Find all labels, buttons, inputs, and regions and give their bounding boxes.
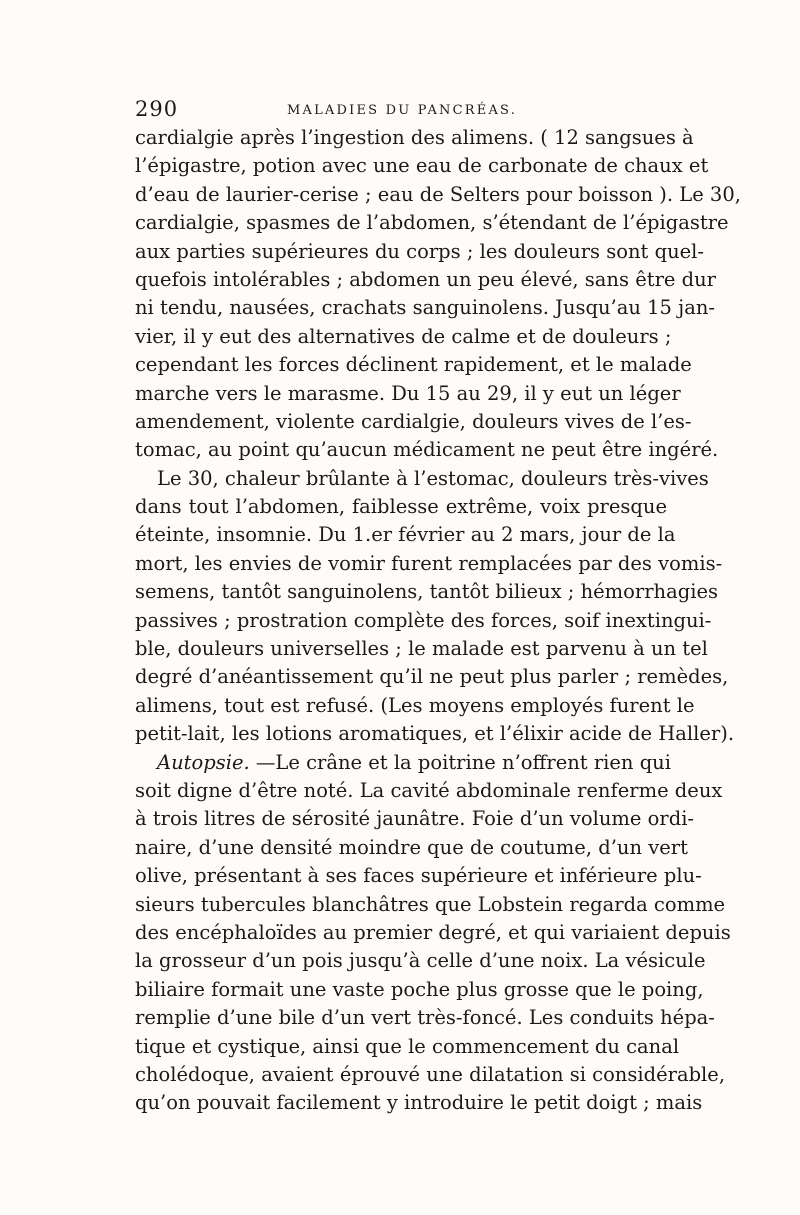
- text-line: passives ; prostration complète des forces, soif inextingui-: [135, 608, 712, 632]
- text-line: sieurs tubercules blanchâtres que Lobstein regarda comme: [135, 892, 726, 916]
- text-line: biliaire formait une vaste poche plus grosse que le poing,: [135, 977, 704, 1001]
- text-line: aux parties supérieures du corps ; les douleurs sont quel-: [135, 239, 704, 263]
- text-line: d’eau de laurier-cerise ; eau de Selters pour boisson ). Le 30,: [135, 182, 741, 206]
- text-line: amendement, violente cardialgie, douleurs vives de l’es-: [135, 409, 692, 433]
- text-line: marche vers le marasme. Du 15 au 29, il y eut un léger: [135, 381, 681, 405]
- text-line: naire, d’une densité moindre que de coutume, d’un vert: [135, 835, 688, 859]
- text-line: soit digne d’être noté. La cavité abdominale renferme deux: [135, 778, 723, 802]
- page-header: [135, 97, 667, 127]
- text-line: cependant les forces déclinent rapidement, et le malade: [135, 353, 692, 377]
- text-line: cardialgie, spasmes de l’abdomen, s’étendant de l’épigastre: [135, 211, 729, 235]
- paragraph-start-line: Le 30, chaleur brûlante à l’estomac, douleurs très-vives: [157, 466, 709, 490]
- text-line: vier, il y eut des alternatives de calme et de douleurs ;: [135, 324, 672, 348]
- text-line: mort, les envies de vomir furent remplacées par des vomis-: [135, 551, 723, 575]
- text-line: à trois litres de sérosité jaunâtre. Foie d’un volume ordi-: [135, 807, 695, 831]
- text-line: des encéphaloïdes au premier degré, et qui variaient depuis: [135, 920, 731, 944]
- body-text: [135, 124, 741, 1118]
- autopsie-heading: Autopsie.: [157, 750, 250, 774]
- text-line: tomac, au point qu’aucun médicament ne peut être ingéré.: [135, 438, 719, 462]
- text-line: ni tendu, nausées, crachats sanguinolens. Jusqu’au 15 jan-: [135, 296, 715, 320]
- text-line: petit-lait, les lotions aromatiques, et l’élixir acide de Haller).: [135, 722, 735, 746]
- text-line: olive, présentant à ses faces supérieure et inférieure plu-: [135, 864, 702, 888]
- page-number: 290: [135, 97, 179, 121]
- text-line: l’épigastre, potion avec une eau de carbonate de chaux et: [135, 154, 709, 178]
- text-line: alimens, tout est refusé. (Les moyens employés furent le: [135, 693, 695, 717]
- text-line: dans tout l’abdomen, faiblesse extrême, voix presque: [135, 495, 667, 519]
- text-line: remplie d’une bile d’un vert très-foncé. Les conduits hépa-: [135, 1006, 715, 1030]
- autopsie-paragraph-line: Autopsie. —Le crâne et la poitrine n’offrent rien qui: [157, 750, 671, 774]
- text-line: cholédoque, avaient éprouvé une dilatation si considérable,: [135, 1062, 726, 1086]
- running-head: MALADIES DU PANCRÉAS.: [287, 103, 518, 118]
- text-line: éteinte, insomnie. Du 1.er février au 2 mars, jour de la: [135, 523, 676, 547]
- text-line: la grosseur d’un pois jusqu’à celle d’une noix. La vésicule: [135, 949, 706, 973]
- text-line: semens, tantôt sanguinolens, tantôt bilieux ; hémorrhagies: [135, 580, 718, 604]
- text-line: qu’on pouvait facilement y introduire le petit doigt ; mais: [135, 1091, 703, 1115]
- text-line: cardialgie après l’ingestion des alimens. ( 12 sangsues à: [135, 126, 694, 149]
- text-line: ble, douleurs universelles ; le malade est parvenu à un tel: [135, 637, 708, 661]
- text-line: degré d’anéantissement qu’il ne peut plus parler ; remèdes,: [135, 665, 729, 689]
- text-line: tique et cystique, ainsi que le commencement du canal: [135, 1034, 680, 1058]
- text-line: quefois intolérables ; abdomen un peu élevé, sans être dur: [135, 267, 716, 291]
